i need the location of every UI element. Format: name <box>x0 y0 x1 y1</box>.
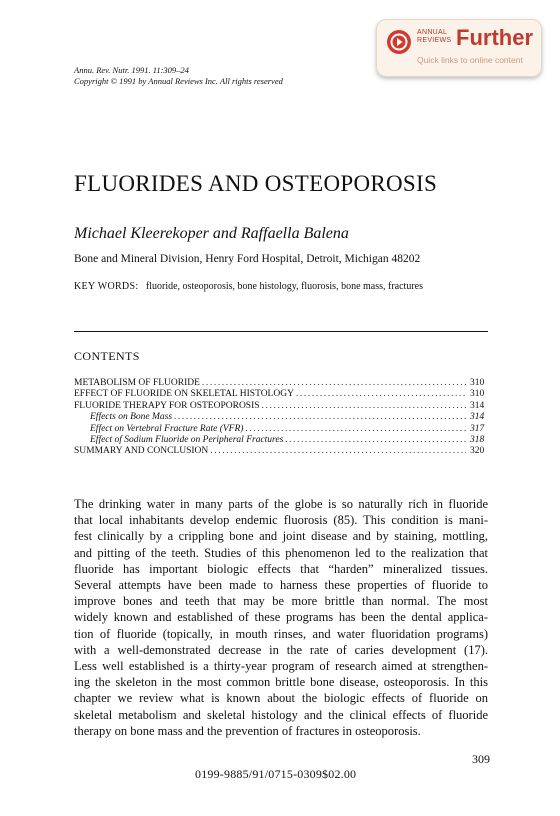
table-of-contents <box>74 378 488 458</box>
body-line: and pitting of the teeth. Studies of this phenomenon led to the realization that <box>74 545 488 560</box>
toc-leader-dots <box>210 446 466 457</box>
toc-entry[interactable] <box>74 389 488 400</box>
journal-citation <box>74 65 283 87</box>
copyright-line: Copyright © 1991 by Annual Reviews Inc. All rights reserved <box>74 76 283 86</box>
toc-entry-page: 320 <box>470 446 485 457</box>
toc-entry-label: EFFECT OF FLUORIDE ON SKELETAL HISTOLOGY <box>74 389 294 400</box>
toc-entry-page: 314 <box>470 400 485 411</box>
toc-leader-dots <box>202 378 466 389</box>
body-line: that local inhabitants develop endemic fluorosis (85). This condition is mani- <box>74 513 488 528</box>
article-title: FLUORIDES AND OSTEOPOROSIS <box>74 171 438 196</box>
toc-leader-dots <box>174 412 466 423</box>
toc-entry-label: METABOLISM OF FLUORIDE <box>74 378 200 388</box>
toc-leader-dots <box>245 424 466 435</box>
citation-line: Annu. Rev. Nutr. 1991. 11:309–24 <box>74 65 189 75</box>
body-line: fest clinically by a crippling bone and joint disease and by staining, mottling, <box>74 529 488 544</box>
author-affiliation: Bone and Mineral Division, Henry Ford Hospital, Detroit, Michigan 48202 <box>74 253 421 265</box>
toc-entry-label: Effects on Bone Mass <box>90 412 173 423</box>
body-line: therapy on bone mass and the prevention of fractures in osteoporosis. <box>74 723 421 738</box>
body-line: tion of fluoride (topically, in mouth rinses, and water fluoridation programs) <box>74 626 488 641</box>
toc-entry-page: 310 <box>470 378 485 388</box>
contents-heading: CONTENTS <box>74 349 140 363</box>
body-line: widely known and established of these programs has been the dental applica- <box>74 610 488 625</box>
toc-entry[interactable] <box>74 401 488 412</box>
body-line: skeletal metabolism and skeletal histology and the clinical effects of fluoride <box>74 707 488 722</box>
toc-entry-page: 314 <box>470 412 485 423</box>
body-line: ing the skeleton in the most common brittle bone disease, osteoporosis. In this <box>74 675 488 690</box>
body-line: with a well-demonstrated decrease in the rate of caries development (17). <box>74 642 488 657</box>
toc-entry-label: Effect on Vertebral Fracture Rate (VFR) <box>90 423 244 434</box>
toc-entry[interactable] <box>74 446 488 457</box>
toc-entry-page: 310 <box>470 389 485 400</box>
body-line: fluoride has important biologic effects that “harden” mineralized tissues. <box>74 561 488 576</box>
body-line: improve bones and teeth that may be more brittle than normal. The most <box>74 594 488 609</box>
toc-entry-label: Effect of Sodium Fluoride on Peripheral Fractures <box>90 434 284 445</box>
further-subtitle[interactable]: Quick links to online content <box>417 55 523 65</box>
toc-subentry[interactable] <box>74 435 488 446</box>
toc-subentry[interactable] <box>74 424 488 435</box>
toc-entry-page: 318 <box>470 434 485 445</box>
further-badge[interactable] <box>376 19 542 77</box>
body-line: Less well established is a thirty-year program of research aimed at strengthen- <box>74 659 488 674</box>
article-authors: Michael Kleerekoper and Raffaella Balena <box>74 225 349 242</box>
body-line: Several attempts have been made to harness these properties of fluoride to <box>74 578 488 593</box>
intro-paragraph <box>74 496 488 739</box>
keywords-label: KEY WORDS: <box>74 281 139 292</box>
body-line: The drinking water in many parts of the globe is so naturally rich in fluoride <box>74 497 488 511</box>
keywords-list: fluoride, osteoporosis, bone histology, fluorosis, bone mass, fractures <box>145 281 423 292</box>
further-label[interactable]: Further <box>456 25 533 50</box>
section-divider <box>74 331 488 332</box>
toc-leader-dots <box>296 389 466 400</box>
publisher-name: ANNUAL REVIEWS <box>417 29 452 44</box>
toc-entry-page: 317 <box>470 423 485 434</box>
toc-subentry[interactable] <box>74 412 488 423</box>
toc-leader-dots <box>285 435 466 446</box>
toc-entry[interactable] <box>74 378 488 389</box>
keywords <box>74 281 423 292</box>
page-number: 309 <box>472 752 490 766</box>
toc-entry-label: SUMMARY AND CONCLUSION <box>74 446 209 457</box>
price-code: 0199-9885/91/0715-0309$02.00 <box>195 767 357 781</box>
body-line: chapter we review what is known about the biologic effects of fluoride on <box>74 691 488 706</box>
toc-entry-label: FLUORIDE THERAPY FOR OSTEOPOROSIS <box>74 400 260 411</box>
annual-reviews-logo-icon <box>386 29 412 55</box>
toc-leader-dots <box>262 401 466 412</box>
